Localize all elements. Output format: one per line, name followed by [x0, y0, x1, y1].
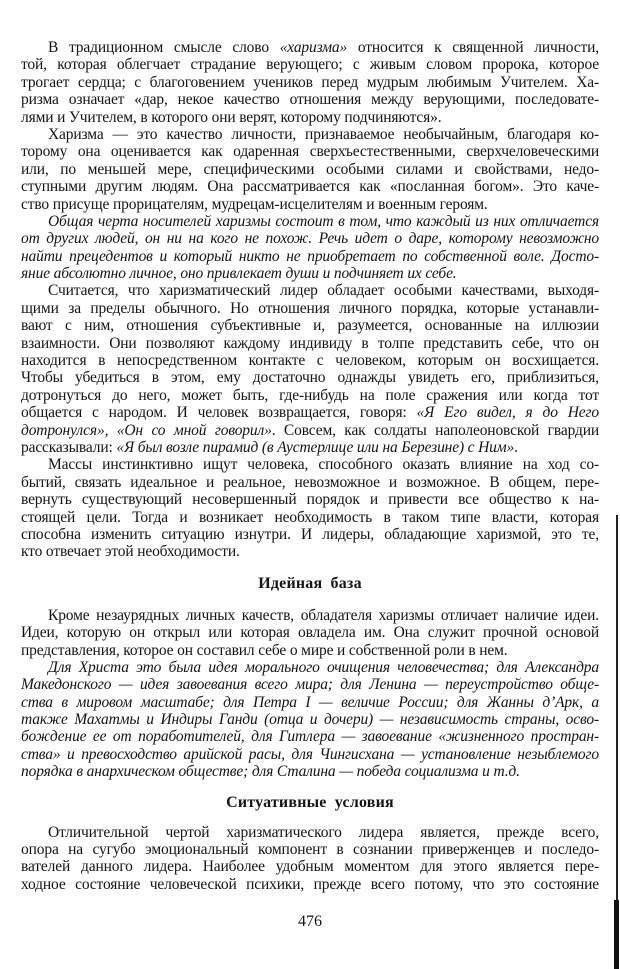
- text: относится к священной личности,: [347, 39, 600, 56]
- text: той, которая облегчает страдание верующего; с живым словом пророка, которое: [21, 56, 599, 74]
- text: способна изменить ситуацию изнутри. И лидеры, обладающие харизмой, это те,: [21, 525, 599, 543]
- text-line: [21, 387, 599, 404]
- text-line: [21, 74, 599, 91]
- text-line: [21, 335, 599, 352]
- text: вают с ним, отношения субъективные и, разумеется, основанные на иллюзии: [21, 317, 599, 335]
- text: вателей данного лидера. Наиболее удобным моментом для этого является пере-: [21, 858, 599, 876]
- paragraph: [21, 126, 599, 213]
- italic-text: дотронулся», «Он со мной говорил»: [21, 421, 272, 439]
- text-line: [21, 746, 599, 763]
- text: яние абсолютно личное, оно привлекает души и подчиняет их себе.: [21, 265, 457, 283]
- text-line: [21, 265, 599, 282]
- text: порядка в анархическом обществе; для Сталина — победа социализма и т.д.: [21, 763, 520, 781]
- text-line: [21, 213, 599, 230]
- text: Македонского — идея завоевания всего мира; для Ленина — переустройство обще-: [21, 676, 599, 694]
- text: представления, которое он составил себе о мире и собственной роли в нем.: [21, 641, 508, 659]
- paragraph: [21, 607, 599, 659]
- text-line: [21, 161, 599, 178]
- text: торому она оценивается как одаренная сверхъестественными, сверхчеловеческими: [21, 143, 599, 161]
- scan-edge-shadow-bottom: [614, 900, 619, 969]
- text: Харизма — это качество личности, признаваемое необычайным, благодаря ко-: [48, 125, 599, 143]
- text-line: [21, 763, 599, 780]
- text-line: [21, 624, 599, 641]
- text: находится в непосредственном контакте с человеком, которым он восхищается.: [21, 352, 599, 370]
- text: ство присуще прорицателям, мудрецам-исцелителям и военным героям.: [21, 195, 488, 213]
- text-line: [21, 196, 599, 213]
- italic-paragraph: [21, 659, 599, 781]
- text: бождение ее от поработителей, для Гитлера — завоевание «жизненного простран-: [21, 728, 599, 746]
- text-line: [21, 728, 599, 745]
- text: или, по меньшей мере, специфическими особыми силами и свойствами, недо-: [21, 160, 599, 178]
- text-line: [21, 317, 599, 334]
- italic-text: «харизма»: [279, 39, 348, 56]
- text-line: [21, 474, 599, 491]
- text-line: [21, 352, 599, 369]
- text: Чтобы убедиться в этом, ему достаточно однажды увидеть его, приблизиться,: [21, 369, 599, 387]
- italic-paragraph: [21, 213, 599, 283]
- section-heading: Ситуативные условия: [226, 793, 394, 811]
- text: рассказывали:: [21, 438, 117, 456]
- text-line: [21, 126, 599, 143]
- page-number: 476: [298, 913, 322, 930]
- text-line: [21, 404, 599, 421]
- text: Общая черта носителей харизмы состоит в том, что каждый из них отличается: [48, 212, 599, 230]
- text: Отличительной чертой харизматического лидера является, прежде всего,: [48, 823, 599, 841]
- text-line: [21, 694, 599, 711]
- italic-text: «Я был возле пирамид (в Аустерлице или на Березине) с Ним»: [116, 438, 515, 456]
- text: Кроме незаурядных личных качеств, обладателя харизмы отличает наличие идеи.: [48, 606, 599, 624]
- text: лями и Учителем, в которого они верят, которому подчиняются».: [21, 108, 442, 126]
- text: также Махатмы и Индиры Ганди (отца и дочери) — независимость страны, осво-: [21, 711, 599, 729]
- text-line: [21, 109, 599, 126]
- text-line: [21, 711, 599, 728]
- text: найти прецедентов и который никто не приобретает по собственной воле. Досто-: [21, 247, 599, 265]
- text-line: [21, 369, 599, 386]
- text: . Совсем, как солдаты наполеоновской гвардии: [271, 421, 600, 439]
- text-line: [21, 526, 599, 543]
- text-line: [21, 642, 599, 659]
- text-line: [21, 230, 599, 247]
- text: Для Христа это была идея морального очищения человечества; для Александра: [48, 658, 599, 676]
- text: взаимности. Они позволяют каждому индивиду в толпе представить себе, что он: [21, 334, 599, 352]
- text: от других людей, он ни на кого не похож. Речь идет о даре, которому невозможно: [21, 230, 599, 248]
- text: Идеи, которую он открыл или которая овладела им. Она служит прочной основой: [21, 624, 599, 642]
- text-line: [21, 143, 599, 160]
- text: общается с народом. И человек возвращается, говоря:: [21, 404, 417, 422]
- text-line: [21, 676, 599, 693]
- paragraph: [21, 39, 599, 126]
- section-heading: Идейная база: [258, 574, 362, 592]
- text: бытий, связать идеальное и реальное, невозможное и возможное. В общем, пере-: [21, 473, 599, 491]
- text: кто отвечает этой необходимости.: [21, 543, 240, 561]
- text-line: [21, 439, 599, 456]
- text: Массы инстинктивно ищут человека, способного оказать влияние на ход со-: [48, 456, 599, 474]
- text: В традиционном смысле слово: [48, 39, 280, 56]
- book-page-text: [21, 39, 599, 893]
- text: ходное состояние человеческой психики, прежде всего потому, что это состояние: [21, 875, 599, 893]
- text: щими за пределы обычного. Но отношения личного порядка, которые устанавли-: [21, 299, 599, 317]
- text-line: [21, 91, 599, 108]
- text-line: [21, 248, 599, 265]
- text-line: [21, 858, 599, 875]
- paragraph: [21, 282, 599, 456]
- text-line: [21, 659, 599, 676]
- text-line: [21, 876, 599, 893]
- text-line: [21, 509, 599, 526]
- text-line: [21, 543, 599, 560]
- italic-text: «Я Его видел, я до Него: [416, 404, 599, 422]
- text: опора на сугубо эмоциональный компонент в сознании приверженцев и последо-: [21, 841, 599, 859]
- text-line: [21, 282, 599, 299]
- text-line: [21, 39, 599, 56]
- text-line: [21, 56, 599, 73]
- text-line: [21, 456, 599, 473]
- text-line: [21, 422, 599, 439]
- text: дотронуться до него, может быть, где-нибудь на поле сражения или когда тот: [21, 386, 599, 404]
- text: ризма означает «дар, некое качество отношения между верующими, последовате-: [21, 91, 599, 109]
- text-line: [21, 824, 599, 841]
- text: ства» и превосходство арийской расы, для Чингисхана — установление незыблемого: [21, 745, 599, 763]
- text: ства в мировом масштабе; для Петра I — величие России; для Жанны д’Арк, а: [21, 693, 599, 711]
- text-line: [21, 841, 599, 858]
- text: ступными другим людям. Она рассматривается как «посланная богом». Это каче-: [21, 178, 599, 196]
- text-line: [21, 607, 599, 624]
- text-line: [21, 300, 599, 317]
- text-line: [21, 491, 599, 508]
- text: трогает сердца; с благоговением учеников перед мудрым любимым Учителем. Ха-: [21, 73, 599, 91]
- text: стоящей цели. Тогда и возникает необходимость в таком типе власти, которая: [21, 508, 599, 526]
- paragraph: [21, 456, 599, 560]
- text: .: [514, 438, 518, 456]
- text: Считается, что харизматический лидер обладает особыми качествами, выходя-: [48, 282, 599, 300]
- text-line: [21, 178, 599, 195]
- text: вернуть существующий несовершенный порядок и привести все общество к на-: [21, 491, 599, 509]
- paragraph: [21, 824, 599, 894]
